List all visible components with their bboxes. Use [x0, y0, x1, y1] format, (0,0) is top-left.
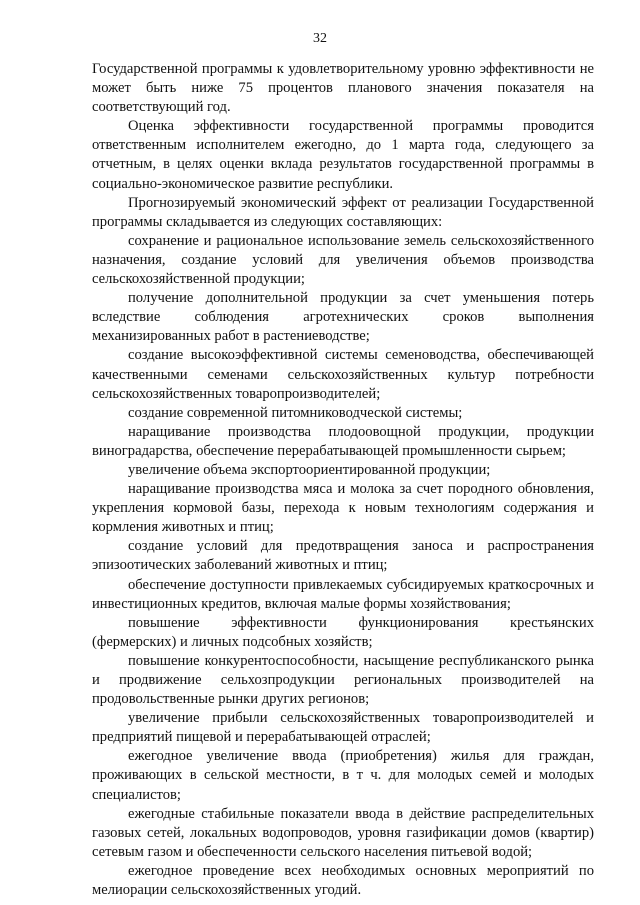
list-item-profit: увеличение прибыли сельскохозяйственных товаропроизводителей и предприятий пищевой и перерабатывающей отраслей; [92, 710, 594, 746]
list-item-additional-production: получение дополнительной продукции за счет уменьшения потерь вследствие соблюдения агротехнических сроков выполнения механизированных работ в растениеводстве; [92, 290, 594, 345]
list-item-farms: повышение эффективности функционирования крестьянских (фермерских) и личных подсобных хозяйств; [92, 614, 594, 650]
list-item-nursery-system: создание современной питомниководческой системы; [128, 404, 463, 421]
list-item-export: увеличение объема экспортоориентированной продукции; [128, 461, 491, 478]
document-body [92, 60, 594, 900]
paragraph-evaluation: Оценка эффективности государственной программы проводится ответственным исполнителем ежегодно, до 1 марта года, следующего за отчетным, в целях оценки вклада результатов государственной программы в социально-экономическое развитие республики. [92, 118, 594, 192]
list-item-meat-milk: наращивание производства мяса и молока за счет породного обновления, укрепления кормовой базы, перехода к новым технологиям содержания и кормления животных и птиц; [92, 481, 594, 536]
list-item-seed-system: создание высокоэффективной системы семеноводства, обеспечивающей качественными семенами сельскохозяйственных культур потребности сельскохозяйственных товаропроизводителей; [92, 347, 594, 402]
paragraph-continuation: Государственной программы к удовлетворительному уровню эффективности не может быть ниже 75 процентов планового значения показателя на соответствующий год. [92, 61, 594, 116]
list-item-gas-water: ежегодные стабильные показатели ввода в действие распределительных газовых сетей, локальных водопроводов, уровня газификации домов (квартир) сетевым газом и обеспеченности сельского населения питьевой водой; [92, 805, 594, 860]
list-item-housing: ежегодное увеличение ввода (приобретения) жилья для граждан, проживающих в сельской местности, в т ч. для молодых семей и молодых специалистов; [92, 748, 594, 803]
list-item-epizootic: создание условий для предотвращения заноса и распространения эпизоотических заболеваний животных и птиц; [92, 538, 594, 574]
list-item-credits: обеспечение доступности привлекаемых субсидируемых краткосрочных и инвестиционных кредитов, включая малые формы хозяйствования; [92, 576, 594, 612]
paragraph-economic-effect: Прогнозируемый экономический эффект от реализации Государственной программы складывается из следующих составляющих: [92, 194, 594, 230]
list-item-land-use: сохранение и рациональное использование земель сельскохозяйственного назначения, создание условий для увеличения объемов производства сельскохозяйственной продукции; [92, 232, 594, 288]
list-item-melioration: ежегодное проведение всех необходимых основных мероприятий по мелиорации сельскохозяйственных угодий. [92, 862, 594, 899]
list-item-fruit-vegetable: наращивание производства плодоовощной продукции, продукции виноградарства, обеспечение перерабатывающей промышленности сырьем; [92, 423, 594, 459]
list-item-competitiveness: повышение конкурентоспособности, насыщение республиканского рынка и продвижение сельхозпродукции региональных производителей на продовольственные рынки других регионов; [92, 652, 594, 708]
page-number: 32 [313, 31, 327, 46]
